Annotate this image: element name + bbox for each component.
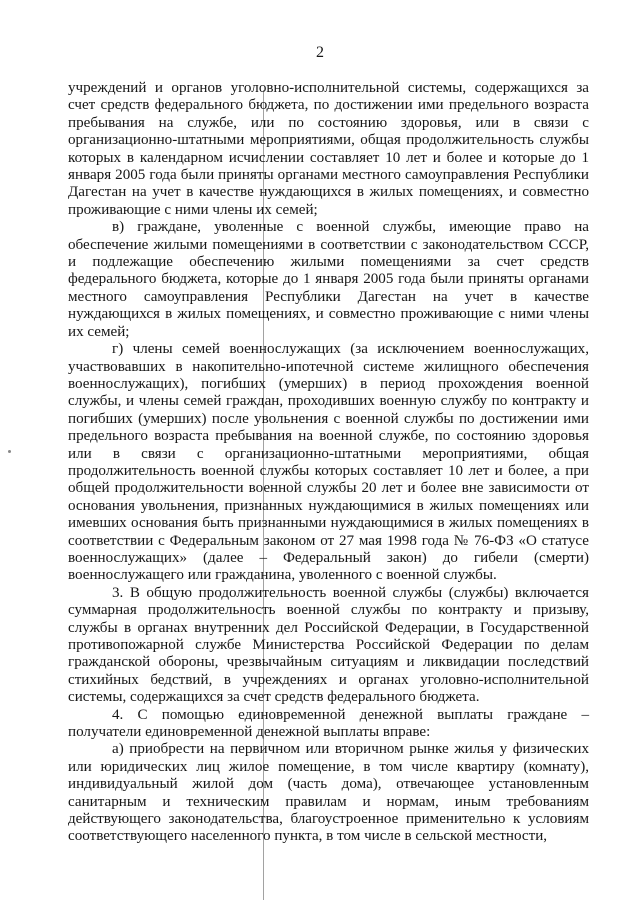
page-number: 2 [316,44,324,61]
paragraph-continuation: учреждений и органов уголовно-исполнительной системы, содержащихся за счет средств федерального бюджета, по достижении ими предельного возраста пребывания на службе, или по состоянию здоровья, или в связи с организационно-штатными мероприятиями, общая продолжительность службы которых в календарном исчислении составляет 10 лет и более и которые до 1 января 2005 года были приняты органами местного самоуправления Республики Дагестан на учет в качестве нуждающихся в жилых помещениях, и совместно проживающие с ними члены их семей; [68,80,589,218]
paragraph-item-a: а) приобрести на первичном или вторичном рынке жилья у физических или юридических лиц жилое помещение, в том числе квартиру (комнату), индивидуальный жилой дом (часть дома), отвечающее установленным санитарным и техническим правилам и нормам, иным требованиям действующего законодательства, благоустроенное применительно к условиям соответствующего населенного пункта, в том числе в сельской местности, [68,741,589,845]
scan-artifact-dot [8,450,11,453]
paragraph-item-g: г) члены семей военнослужащих (за исключением военнослужащих, участвовавших в накопительно-ипотечной системе жилищного обеспечения военнослужащих), погибших (умерших) в период прохождения военной службы, и члены семей граждан, проходивших военную службу по контракту и погибших (умерших) после увольнения с военной службы по достижении ими предельного возраста пребывания на военной службе, по состоянию здоровья или в связи с организационно-штатными мероприятиями, общая продолжительность военной службы которых составляет 10 лет и более, а при общей продолжительности военной службы 20 лет и более вне зависимости от основания увольнения, признанных нуждающимися в жилых помещениях или имевших основания быть признанными нуждающимися в жилых помещениях в соответствии с Федеральным законом от 27 мая 1998 года № 76-ФЗ «О статусе военнослужащих» (далее – Федеральный закон) до гибели (смерти) военнослужащего или гражданина, уволенного с военной службы. [68,341,589,584]
document-body [68,80,589,846]
paragraph-4: 4. С помощью единовременной денежной выплаты граждане – получатели единовременной денежной выплаты вправе: [68,706,589,741]
paragraph-item-v: в) граждане, уволенные с военной службы, имеющие право на обеспечение жилыми помещениями в соответствии с законодательством СССР, и подлежащие обеспечению жилыми помещениями за счет средств федерального бюджета, которые до 1 января 2005 года были приняты органами местного самоуправления Республики Дагестан на учет в качестве нуждающихся в жилых помещениях, и совместно проживающие с ними члены их семей; [68,219,589,340]
paragraph-3: 3. В общую продолжительность военной службы (службы) включается суммарная продолжительность военной службы по контракту и призыву, службы в органах внутренних дел Российской Федерации, в Государственной противопожарной службе Министерства Российской Федерации по делам гражданской обороны, чрезвычайным ситуациям и ликвидации последствий стихийных бедствий, в учреждениях и органах уголовно-исполнительной системы, содержащихся за счет средств федерального бюджета. [68,584,589,706]
